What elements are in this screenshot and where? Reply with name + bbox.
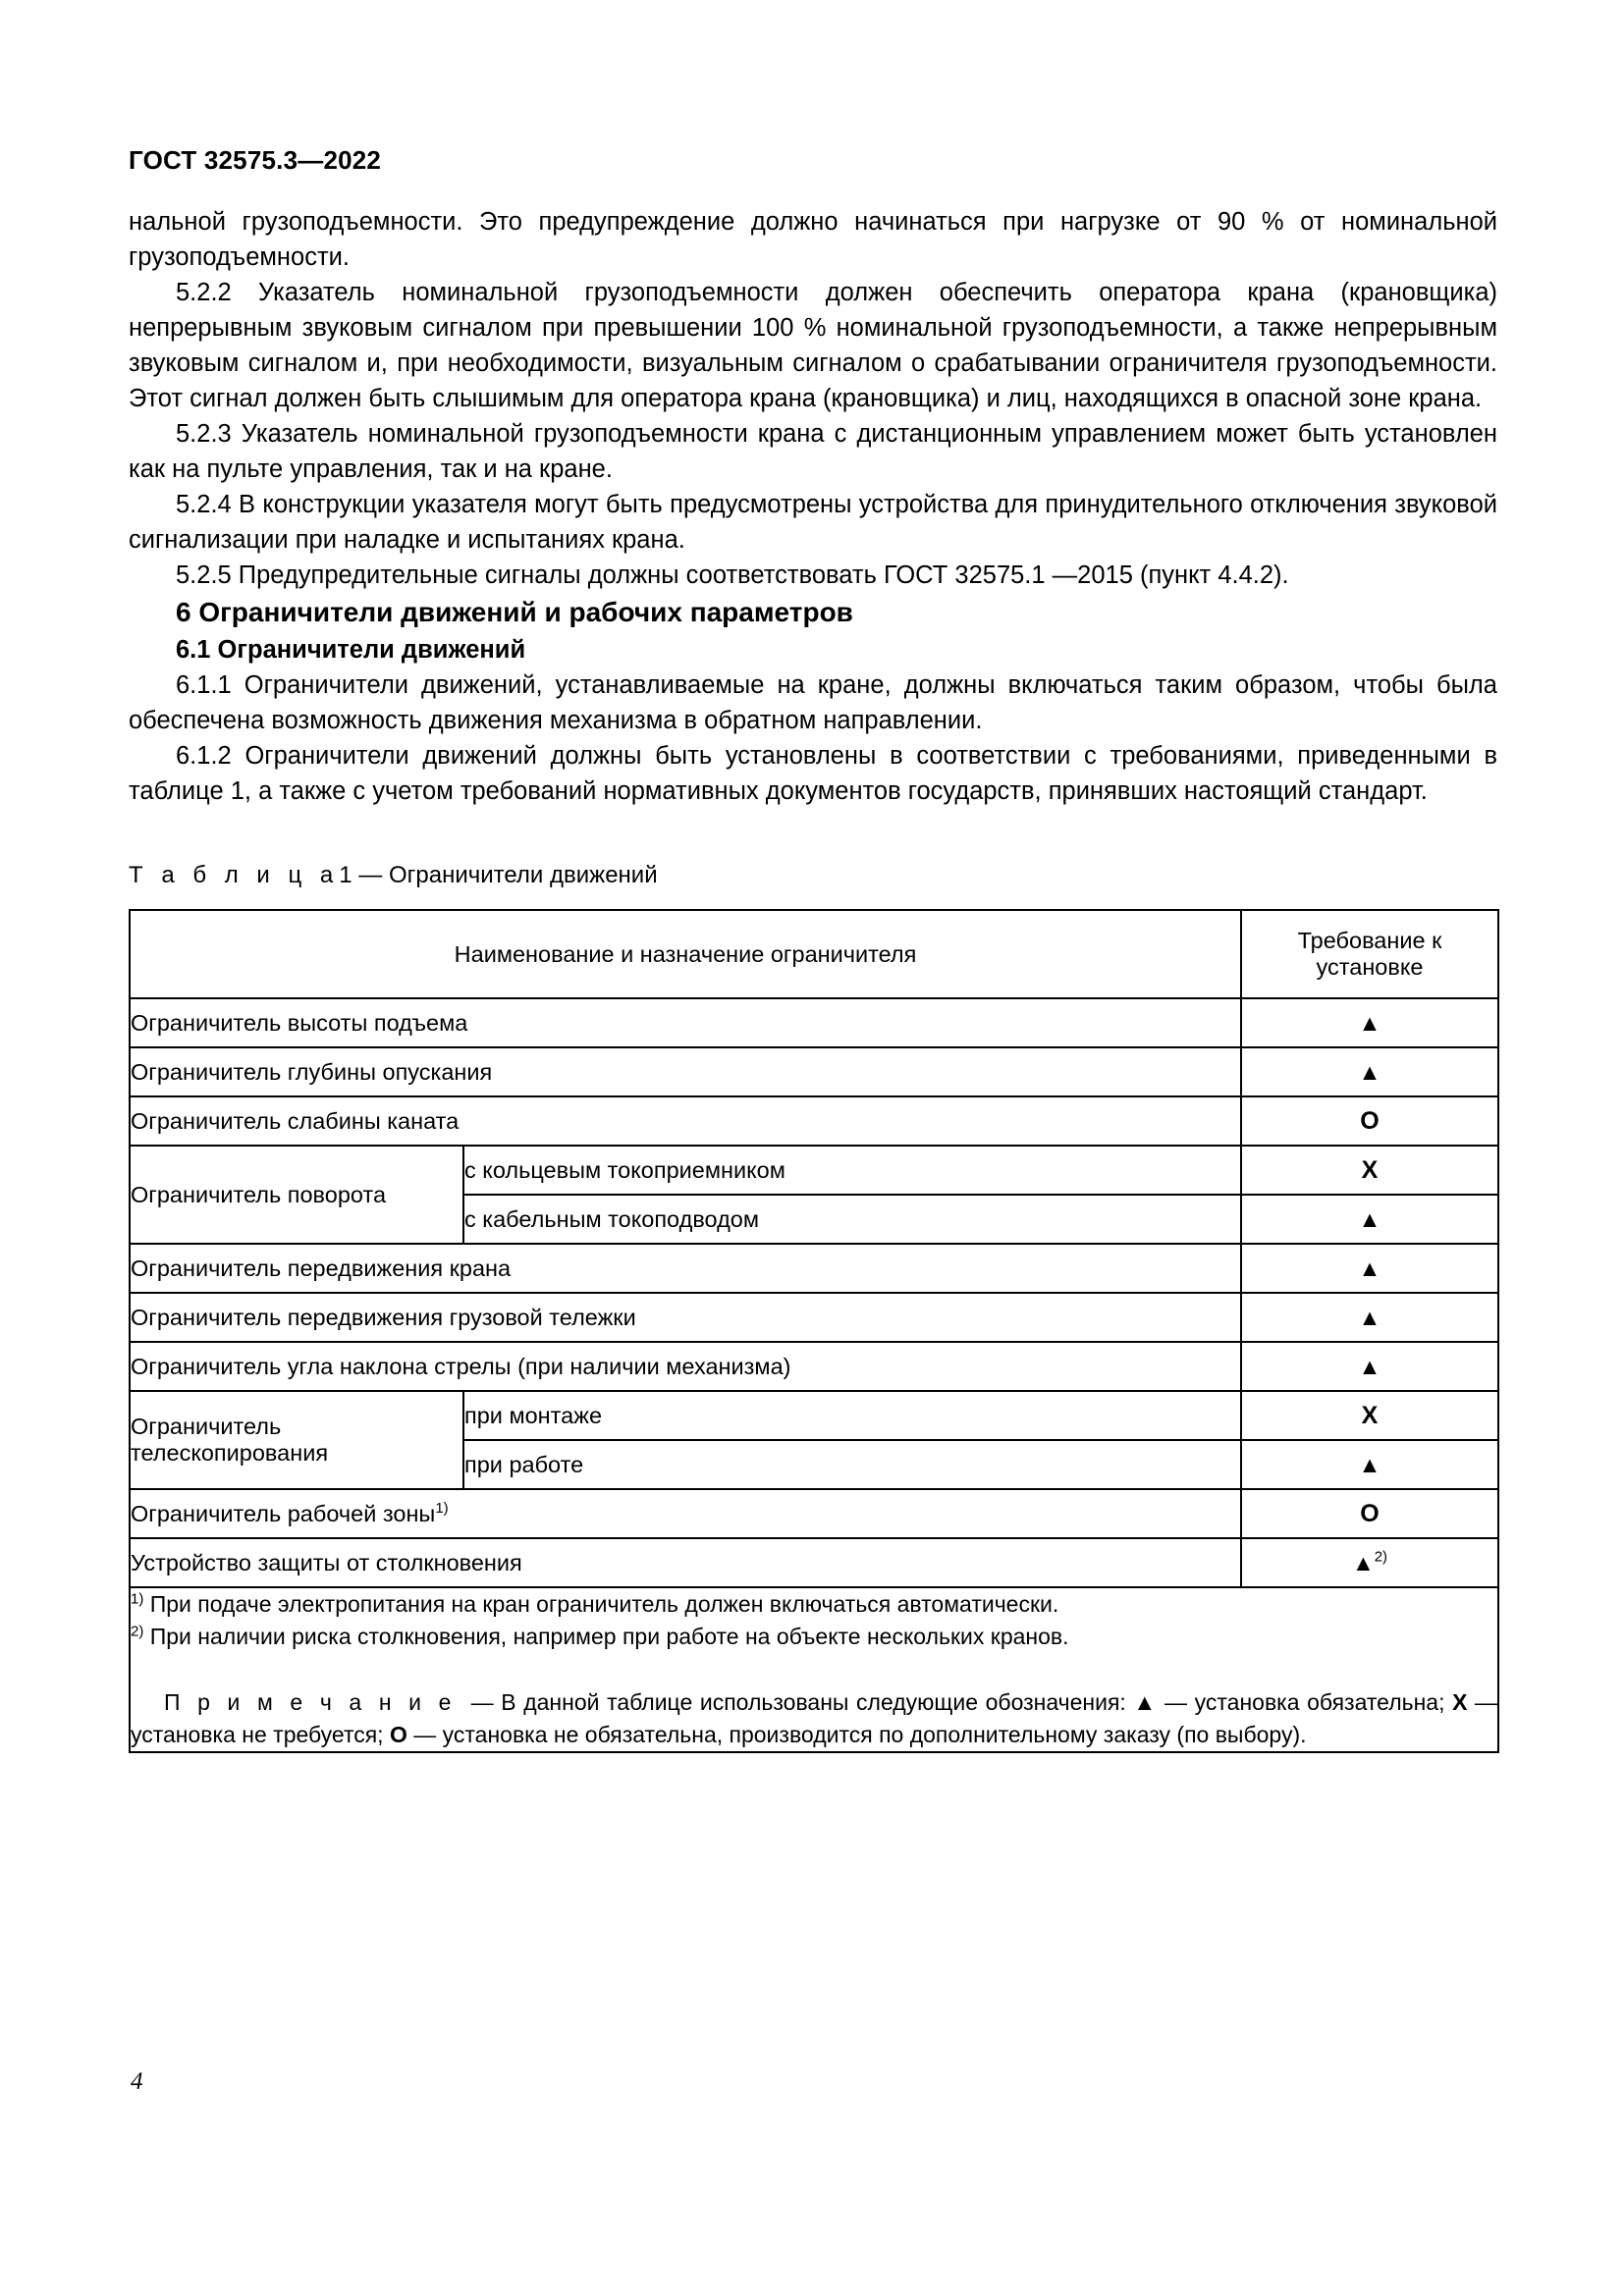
note-part-4: — установка не обязательна, производится по дополнительному заказу (по выбору).	[406, 1722, 1307, 1747]
limiters-table	[129, 909, 1499, 1753]
footnote-2	[131, 1621, 1497, 1653]
limiter-name: Ограничитель поворота	[130, 1146, 463, 1244]
table-row	[130, 998, 1498, 1047]
limiter-name: Ограничитель угла наклона стрелы (при наличии механизма)	[130, 1342, 1241, 1391]
page-content	[129, 204, 1497, 1753]
paragraph-5-2-2: 5.2.2 Указатель номинальной грузоподъемности должен обеспечить оператора крана (крановщика) непрерывным звуковым сигналом при превышении 100 % номинальной грузоподъемности, а также непрерывным звуковым сигналом и, при необходимости, визуальным сигналом о срабатывании ограничителя грузоподъемности. Этот сигнал должен быть слышимым для оператора крана (крановщика) и лиц, находящихся в опасной зоне крана.	[129, 279, 1497, 412]
table-row	[130, 1342, 1498, 1391]
table-row	[130, 1244, 1498, 1293]
table-row	[130, 1096, 1498, 1146]
footnote-number-1: 1)	[131, 1590, 144, 1608]
limiter-requirement	[1241, 1244, 1498, 1293]
limiter-requirement	[1241, 1195, 1498, 1244]
note-label: П р и м е ч а н и е	[164, 1689, 457, 1715]
paragraph-5-2-4: 5.2.4 В конструкции указателя могут быть предусмотрены устройства для принудительного отключения звуковой сигнализации при наладке и испытаниях крана.	[129, 491, 1497, 554]
table-row	[130, 1293, 1498, 1342]
running-header: ГОСТ 32575.3—2022	[129, 145, 382, 175]
table-row	[130, 1391, 1498, 1440]
symbol-x: X	[1452, 1689, 1468, 1715]
paragraph-6-1-2: 6.1.2 Ограничители движений должны быть установлены в соответствии с требованиями, приведенными в таблице 1, а также с учетом требований нормативных документов государств, принявших настоящий стандарт.	[129, 742, 1497, 805]
symbol-triangle: ▲	[1358, 1255, 1381, 1281]
symbol-o: O	[389, 1722, 407, 1747]
table-header-row	[130, 910, 1498, 998]
limiter-name: Ограничитель телескопирования	[130, 1391, 463, 1489]
symbol-o: O	[1360, 1106, 1380, 1135]
note-dash: —	[470, 1689, 502, 1715]
footnote-marker-1: 1)	[435, 1499, 449, 1517]
symbol-triangle: ▲	[1358, 1009, 1381, 1036]
note-part-1: В данной таблице использованы следующие обозначения:	[501, 1689, 1134, 1715]
limiter-requirement	[1241, 1489, 1498, 1538]
table-caption	[129, 860, 1497, 891]
paragraph-5-2-5: 5.2.5 Предупредительные сигналы должны соответствовать ГОСТ 32575.1 —2015 (пункт 4.4.2).	[176, 561, 1289, 589]
table-caption-label: Т а б л и ц а	[129, 862, 340, 888]
note-part-2: — установка обязательна;	[1157, 1689, 1453, 1715]
symbol-triangle: ▲	[1358, 1304, 1381, 1330]
table-caption-text: 1 — Ограничители движений	[339, 862, 658, 888]
symbol-triangle: ▲	[1358, 1205, 1381, 1232]
symbol-triangle: ▲	[1358, 1058, 1381, 1085]
symbol-triangle: ▲	[1358, 1451, 1381, 1477]
paragraph-6-1-1: 6.1.1 Ограничители движений, устанавливаемые на кране, должны включаться таким образом, чтобы была обеспечена возможность движения механизма в обратном направлении.	[129, 671, 1497, 734]
table-row	[130, 1047, 1498, 1096]
paragraph-continued: нальной грузоподъемности. Это предупреждение должно начинаться при нагрузке от 90 % от номинальной грузоподъемности.	[129, 208, 1497, 271]
limiter-requirement	[1241, 1096, 1498, 1146]
limiter-requirement	[1241, 998, 1498, 1047]
page-number: 4	[131, 2068, 143, 2095]
limiter-name	[130, 1489, 1241, 1538]
footnote-marker-2: 2)	[1374, 1548, 1388, 1566]
limiter-requirement	[1241, 1146, 1498, 1195]
limiter-requirement	[1241, 1342, 1498, 1391]
limiter-requirement	[1241, 1538, 1498, 1587]
limiter-name: Ограничитель высоты подъема	[130, 998, 1241, 1047]
limiter-subtype: с кабельным токоподводом	[463, 1195, 1241, 1244]
subsection-heading-6-1: 6.1 Ограничители движений	[176, 636, 526, 664]
limiter-subtype: при монтаже	[463, 1391, 1241, 1440]
table-note	[131, 1686, 1497, 1751]
limiter-name: Ограничитель слабины каната	[130, 1096, 1241, 1146]
column-header-name: Наименование и назначение ограничителя	[130, 910, 1241, 998]
footnote-number-2: 2)	[131, 1623, 144, 1640]
footnote-1	[131, 1588, 1497, 1621]
table-row	[130, 1489, 1498, 1538]
column-header-requirement: Требование к установке	[1241, 910, 1498, 998]
limiter-name: Устройство защиты от столкновения	[130, 1538, 1241, 1587]
table-row	[130, 1146, 1498, 1195]
table-footnotes	[130, 1587, 1498, 1752]
limiter-name: Ограничитель глубины опускания	[130, 1047, 1241, 1096]
symbol-triangle: ▲	[1133, 1689, 1158, 1715]
symbol-x: X	[1361, 1401, 1379, 1429]
footnote-1-text: При подаче электропитания на кран ограничитель должен включаться автоматически.	[149, 1591, 1059, 1617]
symbol-o: O	[1360, 1499, 1380, 1527]
limiter-subtype: при работе	[463, 1440, 1241, 1489]
section-heading-6: 6 Ограничители движений и рабочих параметров	[176, 597, 853, 627]
note-spacer	[456, 1689, 470, 1715]
limiter-name: Ограничитель передвижения грузовой тележки	[130, 1293, 1241, 1342]
limiter-name-text: Ограничитель рабочей зоны	[131, 1500, 436, 1526]
limiter-name: Ограничитель передвижения крана	[130, 1244, 1241, 1293]
limiter-requirement	[1241, 1440, 1498, 1489]
limiter-requirement	[1241, 1293, 1498, 1342]
symbol-x: X	[1361, 1155, 1379, 1184]
note-part-3: — установка не требуется;	[131, 1689, 1498, 1747]
limiter-subtype: с кольцевым токоприемником	[463, 1146, 1241, 1195]
footnote-2-text: При наличии риска столкновения, например при работе на объекте нескольких кранов.	[149, 1624, 1069, 1649]
paragraph-5-2-3: 5.2.3 Указатель номинальной грузоподъемности крана с дистанционным управлением может быть установлен как на пульте управления, так и на кране.	[129, 420, 1497, 483]
table-row	[130, 1538, 1498, 1587]
table-footnote-row	[130, 1587, 1498, 1752]
symbol-triangle: ▲	[1351, 1549, 1375, 1575]
symbol-triangle: ▲	[1358, 1353, 1381, 1379]
limiter-requirement	[1241, 1047, 1498, 1096]
limiter-requirement	[1241, 1391, 1498, 1440]
